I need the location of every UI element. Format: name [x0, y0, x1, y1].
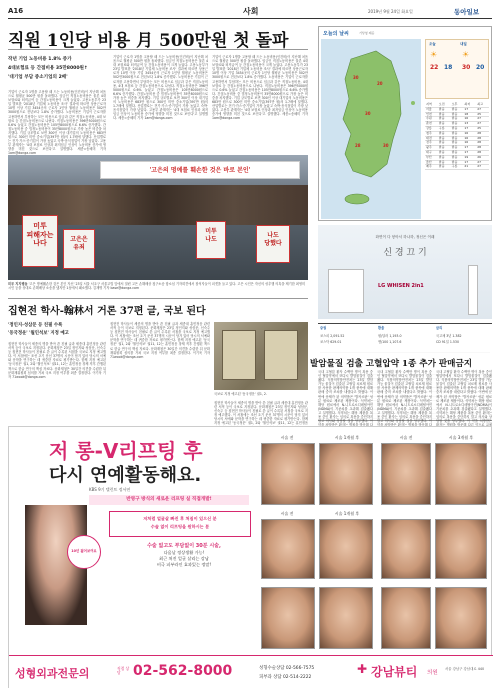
ad-headline-1: 저 롱-V리프팅 후: [49, 439, 203, 463]
article1-subheads: [8, 55, 108, 82]
issue-date: 2019년 9월 24일 화요일: [368, 9, 413, 14]
article3-body-col3: 국내 고혈압 환자 수백만 명이 복용 중인 혈압약에서 또다시 발암물질이 검출됐다. 식품의약품안전처는 23일 발암 가능 물질이 검출된 고혈압 치료제 원료를 사용한 완제의약품 1개 품목에 대해 판매 중지 조치를 내렸다고 밝혔다. 이번에 문제가 된 의약품은 '발사르탄' 성분 원료로 제조된 제품이다. 식약처는 해당 원료에서 N-니트로소디메틸아민(NDMA)이 기준치를 초과해 검출됐다고 설명했다. 식약처는 해당 제품을 복용 중인 환자는 임의로 복용을 중단하지 말고 의사와 상담할 것을 당부했다. 이 약을 처방받은: [436, 370, 492, 424]
map-temp-3: 30: [365, 111, 371, 116]
face-before-4: [381, 519, 431, 579]
market-header-1: 증권: [320, 326, 327, 330]
paper-name: 동아일보: [454, 8, 480, 16]
table-row: 인천 맑음 맑음 18 25: [425, 112, 489, 117]
beauty-logo-icon: ✚: [357, 662, 368, 676]
region-table: [425, 103, 489, 170]
ad-beauty-name: 강남뷰티: [371, 665, 418, 679]
table-row: 춘천 맑음 맑음 13 27: [425, 122, 489, 127]
ad-label-2: 시술 1개월 후: [334, 435, 360, 440]
lg-ad-tagline: 화면이 다 닿아서 하나하, 정신은 이래: [375, 235, 435, 239]
ad-subtag: KBS 9기 탤런트 정서연: [89, 487, 131, 492]
photo-banner-text: '고은의 명예를 훼손한 것은 바로 본인': [149, 167, 251, 174]
photo-banner: [100, 161, 300, 179]
market-row-2: 코스닥 629.01: [320, 340, 342, 344]
weather-source: 기상청 제공: [359, 31, 375, 35]
ad-headline-2: 다시 연예활동해요.: [49, 465, 202, 486]
article2-subheads: [8, 322, 108, 338]
ad-box-line-1: 저처럼 얼굴살 빠진 후 처짐이 있으신 분: [143, 516, 217, 521]
forecast-temp-3: 30: [462, 64, 471, 71]
weather-map: [321, 39, 421, 219]
ad-clinic-small: 직접 상담: [117, 666, 130, 676]
headline-labor-cost: 직원 1인당 비용 月 500만원 첫 돌파: [8, 31, 289, 51]
article1-body-col3: 기업이 근로자 1명을 고용할 때 드는 노동비용(인건비)이 지난해 처음으로 월평균 500만 원을 돌파했다. 임금인 직접노동비용은 물론 4대 보험료와 퇴직급여 등 간접노동비용이 크게 늘었다. 고용노동부가 23일 발표한 '2018년 기업체 노동비용 조사' 결과에 따르면 상용근로자 10명 이상 기업 3454곳의 근로자 1인당 월평균 노동비용은 502만3000원으로 전년보다 1.8% 증가했다. 노동비용은 기업이 근로자를 고용하면서 부담하는 모든 비용으로 임금과 같은 직접노동비용, 4대 보험료 등 간접노동비용으로 나뉜다. 직접노동비용은 396만5000원으로 0.6% 늘었고 간접노동비용은 105만8000원으로 6.6% 증가했다. 간접노동비용 중 법정노동비용이 35만8000원으로 가장 높은 비중을 차지했다. 기업 규모별로 보면 300인 이상 대기업의 노동비용은 683만 원으로 300인 미만 중소기업(397만 원)의 1.7배에 달했다. 산업별로는 전기·가스·증기업이 가장 높았고 숙박·음식점업이 가장 낮았다. 고용부 관계자는 '4대 보험료 인상과 최저임금 인상이 노동비용 증가에 영향을 미친 것으로 보인다'고 설명했다. 세종=송혜미 기자 1am@donga.com: [212, 55, 308, 121]
face-after-4: [435, 519, 487, 579]
ad-box: [109, 511, 251, 537]
weather-title: 오늘의 날씨: [323, 31, 349, 37]
ad-beauty-suffix: 의원: [427, 670, 438, 676]
ad-label-6: 시술 1개월 후: [334, 511, 360, 516]
protest-sign-1: 미투 피해자는 나다: [22, 215, 58, 267]
article2-body-col2: 집현전 학사들이 세종의 명을 받아 쓴 친필 글과 세종대 훈민정음 관련 서적 등이 국보로 지정된다. 문화재청은 23일 정인지와 성삼문, 신숙주 등 집현전 학사들이 친필로 쓴 글이 수록된 서첩을 국보로 지정 예고했다. 이 서첩에는 조선 초기 문신 37명의 시문이 담겨 있어 당시의 서예와 문학을 연구하는 데 귀중한 자료로 평가받는다. 함께 지정 예고된 '동국정운' 권1, 2와 '월인석보' 권11, 12는 훈민정음 창제 직후 간행된 책으로 한글 연구의 핵심 자료다. 문화재청은 30일간 의견을 수렴한 뒤 문화재위원회 심의를 거쳐 국보 지정 여부를 최종 결정한다. 이기욱 기자 71wook@donga.com: [110, 322, 210, 359]
clinic-ad: [8, 426, 492, 688]
forecast-tomorrow-label: 내일: [460, 42, 467, 46]
ad-footer: [9, 655, 493, 689]
ad-offer-4: 비극 피부라인 효과있는 정말!: [156, 562, 212, 567]
protest-sign-2: 고은은 유죄: [63, 229, 95, 269]
market-row-5: 국고채 3년 1.382: [436, 334, 462, 338]
lg-ad-brand: 신 경 끄 기: [383, 248, 427, 258]
forecast-today-label: 오늘: [429, 42, 436, 46]
face-before-6: [381, 587, 431, 649]
aircon-stand-image: [468, 265, 478, 315]
market-row-4: 엔/100 1,107.6: [378, 340, 402, 344]
ad-offer: [119, 543, 249, 568]
face-after-6: [435, 587, 487, 649]
table-row: 수원 맑음 맑음 16 27: [425, 117, 489, 122]
ad-offer-1: 수술 없고도 부담없이 30분 시술,: [147, 543, 221, 549]
face-after-3: [319, 519, 373, 579]
section-name: 사회: [243, 6, 259, 16]
ad-badge: [67, 535, 101, 569]
treasure-photo-caption: 국보로 지정 예고된 '동국정운' 권1, 2.: [214, 392, 267, 396]
table-row: 제주 맑음 구름 21 27: [425, 165, 489, 170]
article2-body-col1: 집현전 학사들이 세종의 명을 받아 쓴 친필 글과 세종대 훈민정음 관련 서적 등이 국보로 지정된다. 문화재청은 23일 정인지와 성삼문, 신숙주 등 집현전 학사들이 친필로 쓴 글이 수록된 서첩을 국보로 지정 예고했다. 이 서첩에는 조선 초기 문신 37명의 시문이 담겨 있어 당시의 서예와 문학을 연구하는 데 귀중한 자료로 평가받는다. 함께 지정 예고된 '동국정운' 권1, 2와 '월인석보' 권11, 12는 훈민정음 창제 직후 간행된 책으로 한글 연구의 핵심 자료다. 문화재청은 30일간 의견을 수렴한 뒤 문화재위원회 심의를 거쳐 국보 지정 여부를 최종 결정한다. 이기욱 기자 71wook@donga.com: [8, 342, 106, 379]
ad-box-line-2: 수술 없이 리프팅을 원하시는 분: [150, 524, 210, 529]
subhead-2-1: '정인지-성삼문 등 친필 수록: [8, 323, 63, 328]
face-before-2: [381, 443, 431, 505]
headline-national-treasure: 집현전 학사-翰林서 거론 37편 글, 국보 된다: [8, 306, 206, 317]
face-after-1: [319, 443, 373, 505]
market-header-2: 환율: [378, 326, 385, 330]
table-row: 대전 맑음 맑음 16 28: [425, 136, 489, 141]
face-before-5: [261, 587, 315, 649]
market-row-3: 원/달러 1,193.0: [378, 334, 402, 338]
table-row: 울산 맑음 맑음 17 27: [425, 160, 489, 165]
section-code: A16: [8, 7, 24, 15]
table-row: 강릉 구름 맑음 17 25: [425, 126, 489, 131]
subhead-2-2: '동국정운' '월인석보' 지정 예고: [8, 331, 69, 336]
article1-body-col2: 기업이 근로자 1명을 고용할 때 드는 노동비용(인건비)이 지난해 처음으로 월평균 500만 원을 돌파했다. 임금인 직접노동비용은 물론 4대 보험료와 퇴직급여 등 간접노동비용이 크게 늘었다. 고용노동부가 23일 발표한 '2018년 기업체 노동비용 조사' 결과에 따르면 상용근로자 10명 이상 기업 3454곳의 근로자 1인당 월평균 노동비용은 502만3000원으로 전년보다 1.8% 증가했다. 노동비용은 기업이 근로자를 고용하면서 부담하는 모든 비용으로 임금과 같은 직접노동비용, 4대 보험료 등 간접노동비용으로 나뉜다. 직접노동비용은 396만5000원으로 0.6% 늘었고 간접노동비용은 105만8000원으로 6.6% 증가했다. 간접노동비용 중 법정노동비용이 35만8000원으로 가장 높은 비중을 차지했다. 기업 규모별로 보면 300인 이상 대기업의 노동비용은 683만 원으로 300인 미만 중소기업(397만 원)의 1.7배에 달했다. 산업별로는 전기·가스·증기업이 가장 높았고 숙박·음식점업이 가장 낮았다. 고용부 관계자는 '4대 보험료 인상과 최저임금 인상이 노동비용 증가에 영향을 미친 것으로 보인다'고 설명했다. 세종=송혜미 기자 1am@donga.com: [113, 55, 208, 121]
weather-box: [318, 26, 492, 221]
sun-icon-2: ☀: [462, 50, 470, 59]
forecast-panel: [425, 39, 489, 99]
face-after-5: [319, 587, 373, 649]
subhead-3: '대기업 부담 중소기업의 2배': [8, 75, 68, 80]
photo-caption: [8, 282, 308, 296]
lg-ad: [318, 225, 492, 319]
sun-icon: ☀: [430, 50, 438, 59]
masthead: [8, 5, 492, 19]
korea-map-icon: [321, 39, 421, 219]
ad-offer-2: 다음날 정상생활 가능!: [163, 550, 205, 555]
ad-badge-text: 10년 젊어보여요: [71, 549, 97, 553]
ad-clinic-name: 성형외과전문의: [15, 667, 90, 680]
lg-ad-product: LG WHISEN 2in1: [378, 283, 424, 289]
article1-body-col1: 기업이 근로자 1명을 고용할 때 드는 노동비용(인건비)이 지난해 처음으로 월평균 500만 원을 돌파했다. 임금인 직접노동비용은 물론 4대 보험료와 퇴직급여 등 간접노동비용이 크게 늘었다. 고용노동부가 23일 발표한 '2018년 기업체 노동비용 조사' 결과에 따르면 상용근로자 10명 이상 기업 3454곳의 근로자 1인당 월평균 노동비용은 502만3000원으로 전년보다 1.8% 증가했다. 노동비용은 기업이 근로자를 고용하면서 부담하는 모든 비용으로 임금과 같은 직접노동비용, 4대 보험료 등 간접노동비용으로 나뉜다. 직접노동비용은 396만5000원으로 0.6% 늘었고 간접노동비용은 105만8000원으로 6.6% 증가했다. 간접노동비용 중 법정노동비용이 35만8000원으로 가장 높은 비중을 차지했다. 기업 규모별로 보면 300인 이상 대기업의 노동비용은 683만 원으로 300인 미만 중소기업(397만 원)의 1.7배에 달했다. 산업별로는 전기·가스·증기업이 가장 높았고 숙박·음식점업이 가장 낮았다. 고용부 관계자는 '4대 보험료 인상과 최저임금 인상이 노동비용 증가에 영향을 미친 것으로 보인다'고 설명했다. 세종=송혜미 기자 1am@donga.com: [8, 90, 106, 156]
treasure-photo: [214, 322, 308, 390]
article2-body-col3: 집현전 학사들이 세종의 명을 받아 쓴 친필 글과 세종대 훈민정음 관련 서적 등이 국보로 지정된다. 문화재청은 23일 정인지와 성삼문, 신숙주 등 집현전 학사들이 친필로 쓴 글이 수록된 서첩을 국보로 지정 예고했다. 이 서첩에는 조선 초기 문신 37명의 시문이 담겨 있어 당시의 서예와 문학을 연구하는 데 귀중한 자료로 평가받는다. 함께 지정 예고된 '동국정운' 권1, 2와 '월인석보' 권11, 12는 훈민정음: [214, 401, 308, 426]
ad-phone[interactable]: 02-562-8000: [133, 663, 233, 679]
ad-branch-2: 피부과 상담 02-514-2222: [259, 675, 312, 680]
article3-body-col2: 국내 고혈압 환자 수백만 명이 복용 중인 혈압약에서 또다시 발암물질이 검출됐다. 식품의약품안전처는 23일 발암 가능 물질이 검출된 고혈압 치료제 원료를 사용한 완제의약품 1개 품목에 대해 판매 중지 조치를 내렸다고 밝혔다. 이번에 문제가 된 의약품은 '발사르탄' 성분 원료로 제조된 제품이다. 식약처는 해당 원료에서 N-니트로소디메틸아민(NDMA)이 기준치를 초과해 검출됐다고 설명했다. 식약처는 해당 제품을 복용 중인 환자는 임의로 복용을 중단하지 말고 의사와 상담할 것을 당부했다. 이: [377, 370, 432, 424]
market-header-3: 금리: [436, 326, 443, 330]
face-after-2: [435, 443, 487, 505]
map-temp-1: 30: [353, 75, 359, 80]
ad-branch-1: 성형수술상담 02-566-7575: [259, 666, 315, 671]
ad-label-3: 시술 전: [399, 435, 413, 440]
ad-offer-3: 최근 처진 얼굴 살리는 강남: [159, 556, 209, 561]
protest-sign-3: 미투 나도: [196, 221, 226, 259]
article3-body-col1: 국내 고혈압 환자 수백만 명이 복용 중인 혈압약에서 또다시 발암물질이 검출됐다. 식품의약품안전처는 23일 발암 가능 물질이 검출된 고혈압 치료제 원료를 사용한 완제의약품 1개 품목에 대해 판매 중지 조치를 내렸다고 밝혔다. 이번에 문제가 된 의약품은 '발사르탄' 성분 원료로 제조된 제품이다. 식약처는 해당 원료에서 N-니트로소디메틸아민(NDMA)이 기준치를 초과해 검출됐다고 설명했다. 식약처는 해당 제품을 복용 중인 환자는 임의로 복용을 중단하지 말고 의사와 상담할 것을 당부했다. 이: [318, 370, 373, 424]
map-temp-2: 20: [377, 81, 383, 86]
table-row: 청주 맑음 맑음 16 28: [425, 131, 489, 136]
map-temp-5: 30: [383, 143, 389, 148]
ad-pink-bar: 반영구 방식의 새로운 리프팅 실 직접개발!: [89, 495, 249, 505]
protest-photo: [8, 155, 308, 280]
ad-label-4: 시술 3개월 후: [448, 435, 474, 440]
table-row: 부산 맑음 맑음 19 26: [425, 155, 489, 160]
market-row-1: 코스피 2,091.52: [320, 334, 345, 338]
ad-address: 서울 강남구 강남대로 440: [445, 667, 485, 671]
photo-caption-body: '고은 명예훼손한 것은 본인 자신' 23일 서울 서초구 서울고법 앞에서 열린 고은 손해배상 청구소송 항소심 기자회견에서 참석자들이 피켓을 들고 있다. 고은 시인은 자신의 성추행 의혹을 제기한 최영미 시인 등을 상대로 손해배상 소송을 냈지만 1심에서 패소했다. 김재명 기자 base@donga.com: [8, 282, 306, 291]
subhead-2: 4대보험료 등 간접비용 35만8000원↑: [8, 66, 88, 71]
table-row: 광주 맑음 맑음 17 28: [425, 146, 489, 151]
table-row: 전주 맑음 맑음 16 28: [425, 141, 489, 146]
headline-blood-pressure-drug-top: 발암물질 검출 고혈압약 1종 추가 판매금지: [310, 356, 492, 370]
face-before-3: [261, 519, 315, 579]
ad-label-5: 시술 전: [280, 511, 294, 516]
subhead-1: 작년 기업 노동비용 1.8% 증가: [8, 57, 72, 62]
face-before-1: [261, 443, 315, 505]
photo-caption-head: 미투 지지행동: [8, 282, 28, 286]
market-row-6: CD 91일 1.530: [436, 340, 459, 344]
forecast-temp-2: 18: [444, 64, 453, 71]
forecast-temp-4: 20: [476, 64, 485, 71]
aircon-image: [328, 269, 364, 313]
ad-label-1: 시술 전: [280, 435, 294, 440]
region-table-header: 지역 오전 오후 최저 최고: [425, 103, 489, 107]
map-temp-4: 28: [355, 143, 361, 148]
table-row: 서울 맑음 맑음 17 27: [425, 107, 489, 112]
table-row: 대구 맑음 맑음 17 28: [425, 150, 489, 155]
forecast-temp-1: 22: [430, 64, 439, 71]
protest-sign-4: 나도 당했다: [256, 225, 290, 263]
